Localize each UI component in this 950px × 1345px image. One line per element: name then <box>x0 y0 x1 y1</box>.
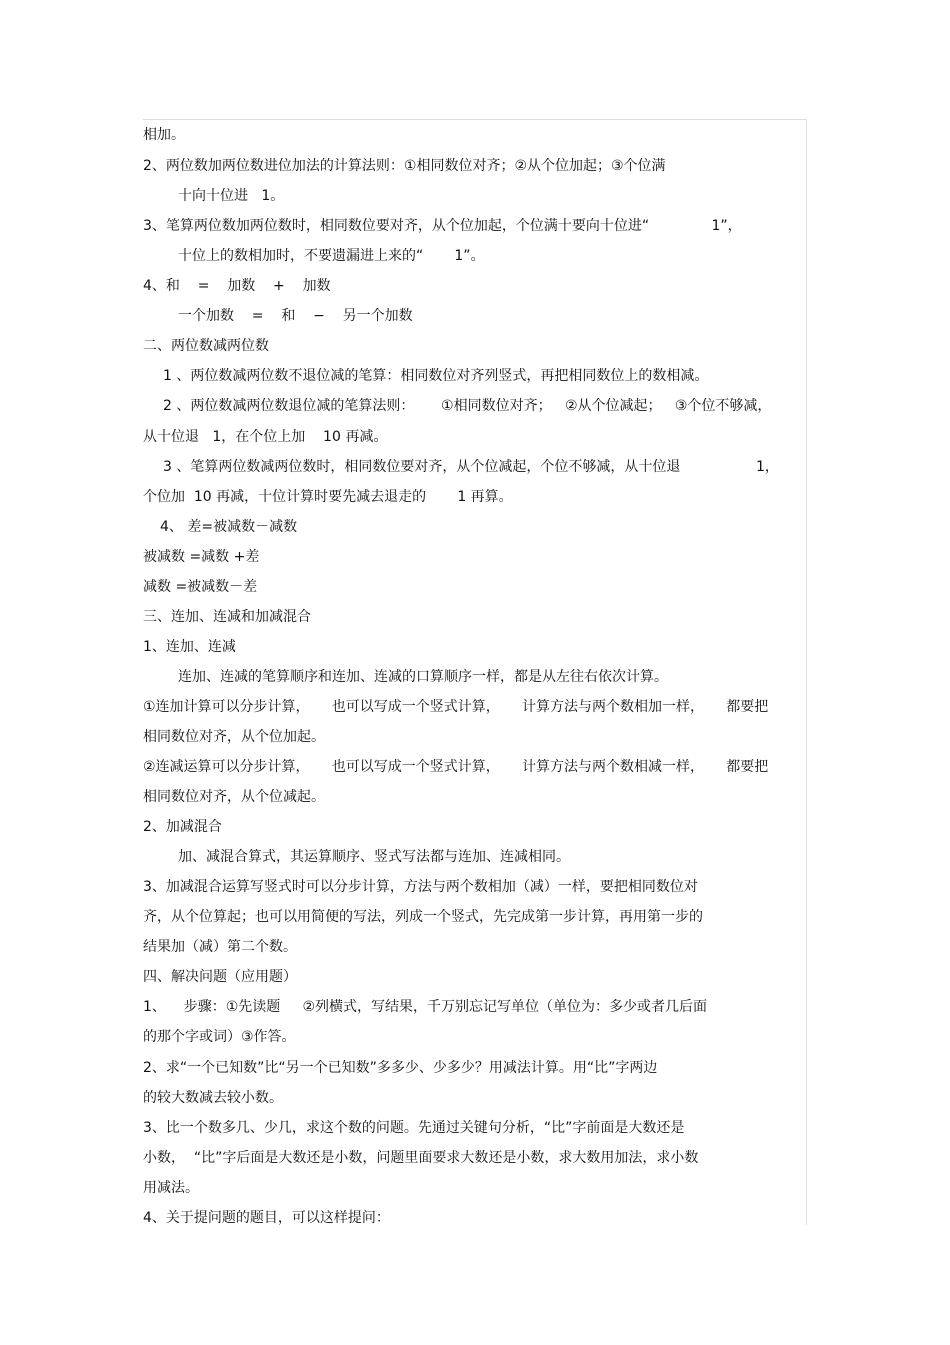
text-line: 十位上的数相加时，不要遗漏进上来的“ 1”。 <box>178 248 485 264</box>
text-line: 3、加减混合运算写竖式时可以分步计算，方法与两个数相加（减）一样，要把相同数位对 <box>143 879 698 895</box>
text-line: 相同数位对齐，从个位减起。 <box>143 789 325 805</box>
text-line: 2、两位数加两位数进位加法的计算法则：①相同数位对齐；②从个位加起；③个位满 <box>143 158 666 174</box>
text-line: 2 、两位数减两位数退位减的笔算法则： ①相同数位对齐； ②从个位减起； ③个位不够减， <box>163 398 772 414</box>
text-line: 4、关于提问题的题目，可以这样提问： <box>143 1210 390 1226</box>
text-line: 相同数位对齐，从个位加起。 <box>143 729 325 745</box>
text-line: 个位加 10 再减，十位计算时要先减去退走的 1 再算。 <box>143 489 513 505</box>
text-line: 3、比一个数多几、少几，求这个数的问题。先通过关键句分析，“比”字前面是大数还是 <box>143 1120 685 1136</box>
text-line: 减数 =被减数－差 <box>143 579 258 595</box>
page-frame-top-border <box>143 119 807 120</box>
text-line: 从十位退 1，在个位上加 10 再减。 <box>143 429 388 445</box>
text-line: 用减法。 <box>143 1180 199 1196</box>
text-line: 3 、笔算两位数减两位数时，相同数位要对齐，从个位减起，个位不够减，从十位退 1， <box>163 459 779 475</box>
text-line: 一个加数 = 和 − 另一个加数 <box>178 308 413 324</box>
text-line: 相加。 <box>143 127 185 143</box>
subsection-heading: 2、加减混合 <box>143 819 222 835</box>
section-heading: 三、连加、连减和加减混合 <box>143 609 311 625</box>
text-line: 连加、连减的笔算顺序和连加、连减的口算顺序一样，都是从左往右依次计算。 <box>178 669 668 685</box>
text-line: 加、减混合算式，其运算顺序、竖式写法都与连加、连减相同。 <box>178 849 570 865</box>
text-line: 3、笔算两位数加两位数时，相同数位要对齐，从个位加起，个位满十要向十位进“ 1”， <box>143 218 742 234</box>
text-line: 2、求“一个已知数”比“另一个已知数”多多少、少多少？用减法计算。用“比”字两边 <box>143 1060 658 1076</box>
text-line: 4、 差=被减数－减数 <box>160 519 298 535</box>
text-line: 的那个字或词）③作答。 <box>143 1029 296 1045</box>
text-line: 结果加（减）第二个数。 <box>143 939 297 955</box>
text-line: 1、 步骤：①先读题 ②列横式，写结果，千万别忘记写单位（单位为：多少或者几后面 <box>143 999 708 1015</box>
text-line: ②连减运算可以分步计算， 也可以写成一个竖式计算， 计算方法与两个数相减一样， 都要把 <box>143 759 769 775</box>
text-line: 的较大数减去较小数。 <box>143 1090 283 1106</box>
text-line: 小数， “比”字后面是大数还是小数，问题里面要求大数还是小数，求大数用加法，求小数 <box>143 1150 699 1166</box>
text-line: 1 、两位数减两位数不退位减的笔算：相同数位对齐列竖式，再把相同数位上的数相减。 <box>163 368 709 384</box>
text-line: 4、和 = 加数 + 加数 <box>143 278 331 294</box>
text-line: 被减数 =减数 +差 <box>143 549 260 565</box>
text-line: 齐，从个位算起；也可以用简便的写法，列成一个竖式，先完成第一步计算，再用第一步的 <box>143 909 703 925</box>
section-heading: 四、解决问题（应用题） <box>143 969 297 985</box>
subsection-heading: 1、连加、连减 <box>143 639 236 655</box>
text-line: 十向十位进 1。 <box>178 188 285 204</box>
page-frame-right-border <box>806 119 807 1225</box>
section-heading: 二、两位数减两位数 <box>143 338 269 354</box>
text-line: ①连加计算可以分步计算， 也可以写成一个竖式计算， 计算方法与两个数相加一样， 都要把 <box>143 699 769 715</box>
